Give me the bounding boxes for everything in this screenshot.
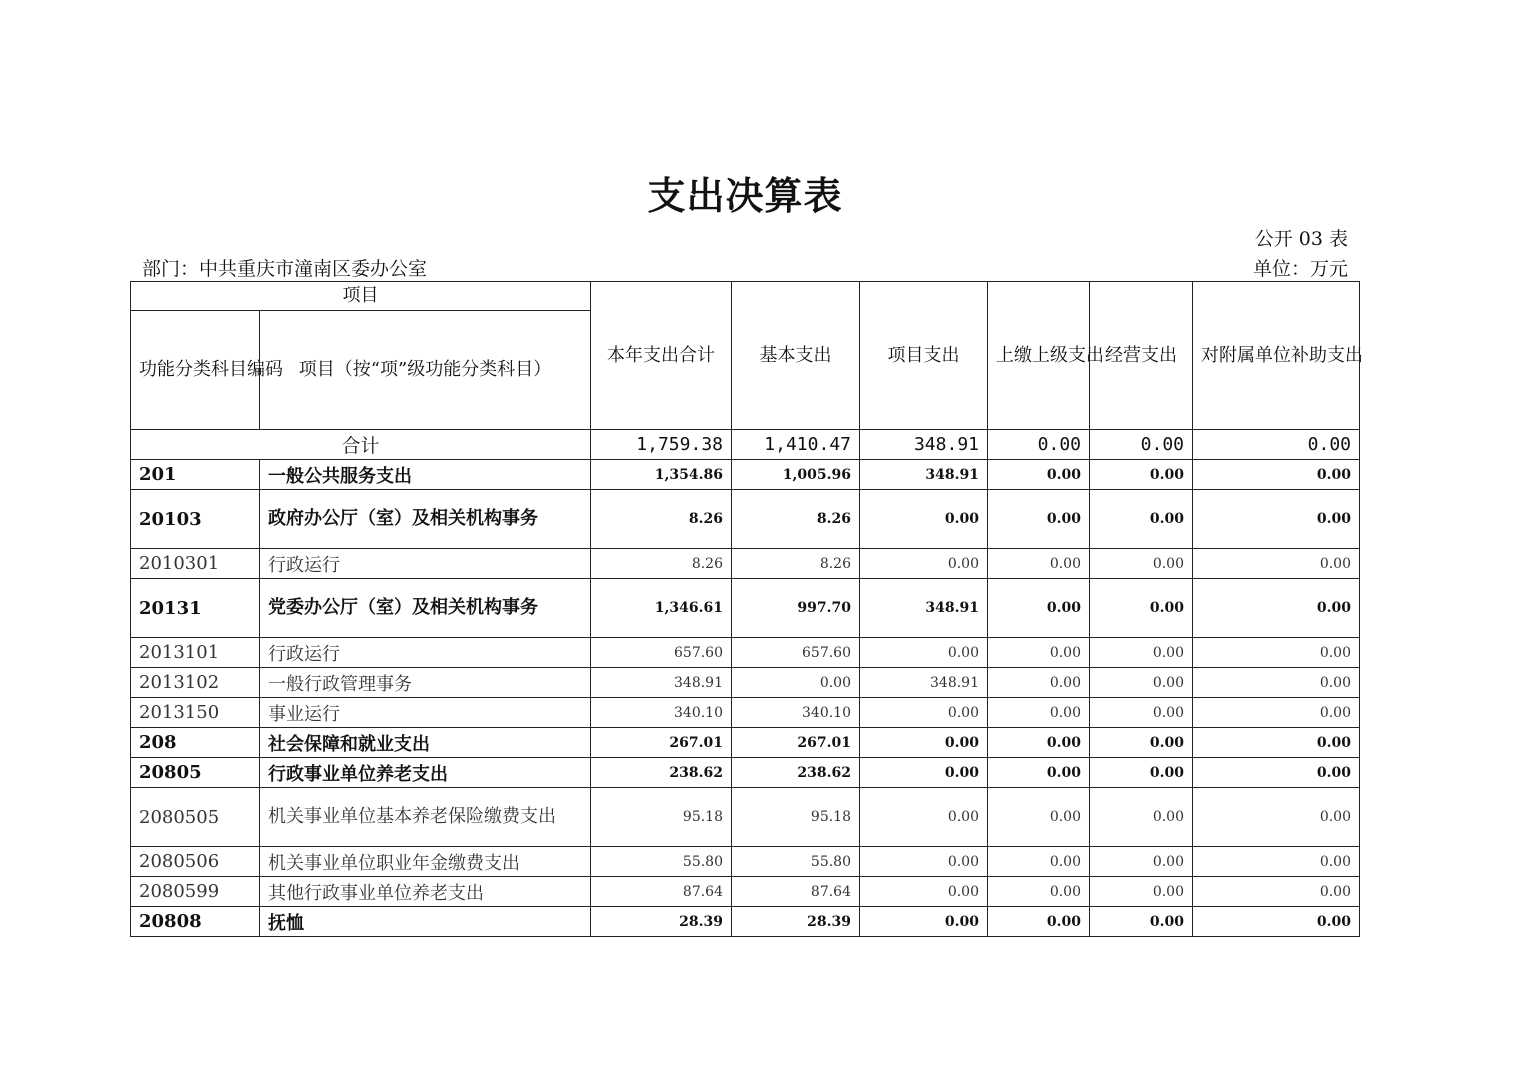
table-row bbox=[131, 698, 1360, 728]
header-name: 项目（按“项”级功能分类科目） bbox=[260, 311, 591, 430]
row-project: 0.00 bbox=[860, 877, 988, 907]
row-upper: 0.00 bbox=[988, 579, 1090, 638]
row-subsidy: 0.00 bbox=[1193, 758, 1360, 788]
row-subsidy: 0.00 bbox=[1193, 728, 1360, 758]
row-code: 20131 bbox=[131, 579, 260, 638]
row-name: 政府办公厅（室）及相关机构事务 bbox=[260, 490, 591, 549]
row-name: 机关事业单位基本养老保险缴费支出 bbox=[260, 788, 591, 847]
table-row bbox=[131, 638, 1360, 668]
row-subsidy: 0.00 bbox=[1193, 668, 1360, 698]
row-total: 28.39 bbox=[591, 907, 732, 937]
row-code: 2010301 bbox=[131, 549, 260, 579]
row-subsidy: 0.00 bbox=[1193, 907, 1360, 937]
row-name: 其他行政事业单位养老支出 bbox=[260, 877, 591, 907]
row-name: 事业运行 bbox=[260, 698, 591, 728]
row-total: 657.60 bbox=[591, 638, 732, 668]
row-code: 20805 bbox=[131, 758, 260, 788]
row-total: 8.26 bbox=[591, 549, 732, 579]
total-cell-subsidy: 0.00 bbox=[1193, 430, 1360, 460]
row-upper: 0.00 bbox=[988, 668, 1090, 698]
row-project: 0.00 bbox=[860, 728, 988, 758]
row-code: 2080506 bbox=[131, 847, 260, 877]
table-row bbox=[131, 847, 1360, 877]
row-project: 0.00 bbox=[860, 788, 988, 847]
row-subsidy: 0.00 bbox=[1193, 549, 1360, 579]
row-basic: 87.64 bbox=[732, 877, 860, 907]
row-project: 348.91 bbox=[860, 579, 988, 638]
row-name: 抚恤 bbox=[260, 907, 591, 937]
table-row bbox=[131, 460, 1360, 490]
total-cell-basic: 1,410.47 bbox=[732, 430, 860, 460]
row-business: 0.00 bbox=[1090, 728, 1193, 758]
total-cell-project: 348.91 bbox=[860, 430, 988, 460]
row-basic: 267.01 bbox=[732, 728, 860, 758]
row-upper: 0.00 bbox=[988, 728, 1090, 758]
row-subsidy: 0.00 bbox=[1193, 579, 1360, 638]
row-business: 0.00 bbox=[1090, 877, 1193, 907]
row-name: 一般行政管理事务 bbox=[260, 668, 591, 698]
table-row bbox=[131, 549, 1360, 579]
table-row bbox=[131, 490, 1360, 549]
row-code: 2013102 bbox=[131, 668, 260, 698]
table-row bbox=[131, 877, 1360, 907]
row-basic: 28.39 bbox=[732, 907, 860, 937]
row-business: 0.00 bbox=[1090, 758, 1193, 788]
row-upper: 0.00 bbox=[988, 638, 1090, 668]
department-label: 部门：中共重庆市潼南区委办公室 bbox=[142, 258, 428, 280]
row-subsidy: 0.00 bbox=[1193, 638, 1360, 668]
row-upper: 0.00 bbox=[988, 490, 1090, 549]
row-total: 238.62 bbox=[591, 758, 732, 788]
row-business: 0.00 bbox=[1090, 698, 1193, 728]
header-subsidy: 对附属单位补助支出 bbox=[1193, 282, 1360, 430]
row-total: 95.18 bbox=[591, 788, 732, 847]
table-row bbox=[131, 788, 1360, 847]
row-basic: 997.70 bbox=[732, 579, 860, 638]
table-row bbox=[131, 668, 1360, 698]
row-basic: 340.10 bbox=[732, 698, 860, 728]
total-cell-business: 0.00 bbox=[1090, 430, 1193, 460]
row-basic: 55.80 bbox=[732, 847, 860, 877]
header-upper: 上缴上级支出 bbox=[988, 282, 1090, 430]
row-name: 机关事业单位职业年金缴费支出 bbox=[260, 847, 591, 877]
table-row bbox=[131, 758, 1360, 788]
table-row bbox=[131, 907, 1360, 937]
row-total: 1,346.61 bbox=[591, 579, 732, 638]
row-business: 0.00 bbox=[1090, 907, 1193, 937]
total-cell-total: 1,759.38 bbox=[591, 430, 732, 460]
row-project: 0.00 bbox=[860, 490, 988, 549]
row-total: 87.64 bbox=[591, 877, 732, 907]
header-item-group: 项目 bbox=[131, 282, 591, 311]
row-basic: 0.00 bbox=[732, 668, 860, 698]
row-business: 0.00 bbox=[1090, 638, 1193, 668]
row-business: 0.00 bbox=[1090, 490, 1193, 549]
table-row bbox=[131, 728, 1360, 758]
row-code: 208 bbox=[131, 728, 260, 758]
row-total: 55.80 bbox=[591, 847, 732, 877]
total-cell-upper: 0.00 bbox=[988, 430, 1090, 460]
row-name: 行政运行 bbox=[260, 638, 591, 668]
row-business: 0.00 bbox=[1090, 847, 1193, 877]
page-title: 支出决算表 bbox=[647, 173, 843, 218]
row-name: 行政运行 bbox=[260, 549, 591, 579]
row-upper: 0.00 bbox=[988, 788, 1090, 847]
row-code: 2013101 bbox=[131, 638, 260, 668]
row-total: 340.10 bbox=[591, 698, 732, 728]
row-code: 2013150 bbox=[131, 698, 260, 728]
row-basic: 95.18 bbox=[732, 788, 860, 847]
row-name: 党委办公厅（室）及相关机构事务 bbox=[260, 579, 591, 638]
row-subsidy: 0.00 bbox=[1193, 877, 1360, 907]
row-upper: 0.00 bbox=[988, 877, 1090, 907]
row-project: 0.00 bbox=[860, 638, 988, 668]
row-business: 0.00 bbox=[1090, 549, 1193, 579]
row-upper: 0.00 bbox=[988, 847, 1090, 877]
row-subsidy: 0.00 bbox=[1193, 847, 1360, 877]
row-project: 0.00 bbox=[860, 907, 988, 937]
row-project: 348.91 bbox=[860, 668, 988, 698]
row-subsidy: 0.00 bbox=[1193, 788, 1360, 847]
table-row bbox=[131, 579, 1360, 638]
row-basic: 8.26 bbox=[732, 549, 860, 579]
row-upper: 0.00 bbox=[988, 907, 1090, 937]
row-code: 2080505 bbox=[131, 788, 260, 847]
row-upper: 0.00 bbox=[988, 758, 1090, 788]
total-label: 合计 bbox=[131, 430, 591, 460]
row-upper: 0.00 bbox=[988, 549, 1090, 579]
row-total: 8.26 bbox=[591, 490, 732, 549]
row-business: 0.00 bbox=[1090, 460, 1193, 490]
row-subsidy: 0.00 bbox=[1193, 490, 1360, 549]
row-total: 267.01 bbox=[591, 728, 732, 758]
row-basic: 1,005.96 bbox=[732, 460, 860, 490]
row-code: 20103 bbox=[131, 490, 260, 549]
row-name: 社会保障和就业支出 bbox=[260, 728, 591, 758]
row-business: 0.00 bbox=[1090, 579, 1193, 638]
row-upper: 0.00 bbox=[988, 698, 1090, 728]
row-project: 348.91 bbox=[860, 460, 988, 490]
header-basic: 基本支出 bbox=[732, 282, 860, 430]
row-code: 20808 bbox=[131, 907, 260, 937]
expenditure-table bbox=[130, 281, 1363, 937]
header-code: 功能分类科目编码 bbox=[131, 311, 260, 430]
row-project: 0.00 bbox=[860, 549, 988, 579]
row-project: 0.00 bbox=[860, 847, 988, 877]
row-upper: 0.00 bbox=[988, 460, 1090, 490]
row-name: 行政事业单位养老支出 bbox=[260, 758, 591, 788]
row-code: 201 bbox=[131, 460, 260, 490]
row-subsidy: 0.00 bbox=[1193, 698, 1360, 728]
row-project: 0.00 bbox=[860, 698, 988, 728]
row-business: 0.00 bbox=[1090, 788, 1193, 847]
row-total: 348.91 bbox=[591, 668, 732, 698]
row-code: 2080599 bbox=[131, 877, 260, 907]
row-basic: 238.62 bbox=[732, 758, 860, 788]
row-total: 1,354.86 bbox=[591, 460, 732, 490]
row-project: 0.00 bbox=[860, 758, 988, 788]
row-name: 一般公共服务支出 bbox=[260, 460, 591, 490]
row-business: 0.00 bbox=[1090, 668, 1193, 698]
header-project: 项目支出 bbox=[860, 282, 988, 430]
row-subsidy: 0.00 bbox=[1193, 460, 1360, 490]
row-basic: 657.60 bbox=[732, 638, 860, 668]
header-business: 经营支出 bbox=[1090, 282, 1193, 430]
unit-label: 单位：万元 bbox=[1252, 258, 1348, 280]
total-row bbox=[131, 430, 1360, 460]
row-basic: 8.26 bbox=[732, 490, 860, 549]
form-number: 公开 03 表 bbox=[1254, 228, 1348, 250]
header-total: 本年支出合计 bbox=[591, 282, 732, 430]
